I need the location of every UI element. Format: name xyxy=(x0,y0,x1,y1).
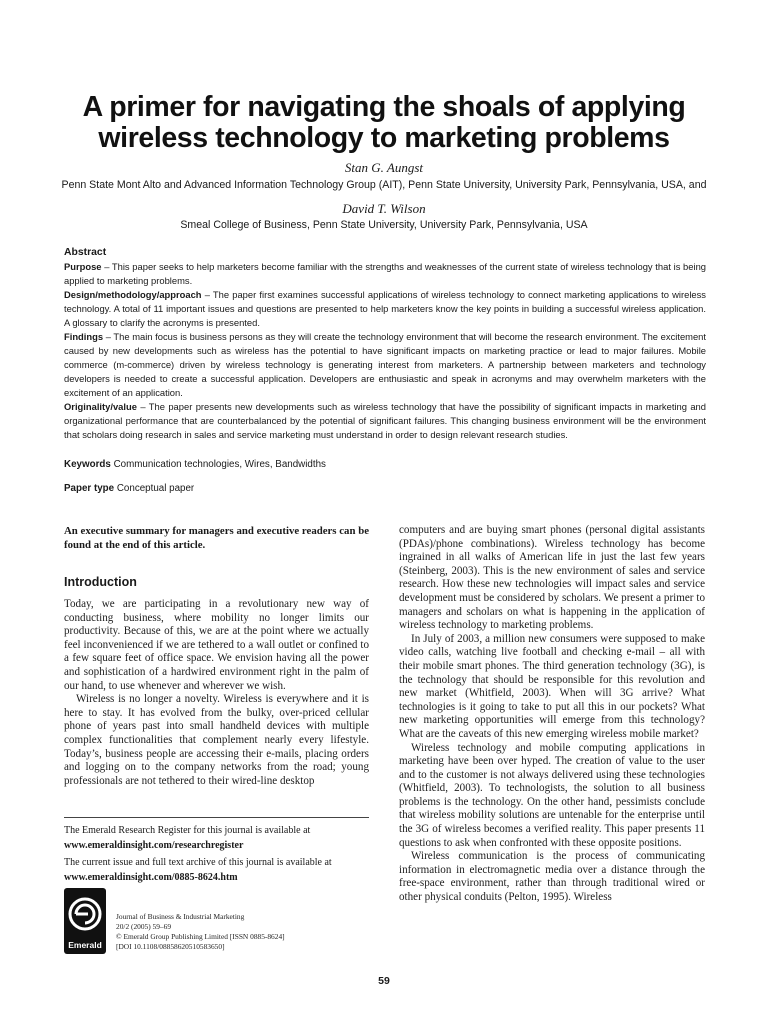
author-name-2: David T. Wilson xyxy=(342,201,426,216)
author-name-1: Stan G. Aungst xyxy=(344,160,424,175)
journal-copyright: © Emerald Group Publishing Limited [ISSN 0885-8624] xyxy=(116,932,285,941)
abstract-findings xyxy=(64,330,706,400)
register-line-2: The current issue and full text archive of this journal is available at xyxy=(64,857,332,868)
paragraph: In July of 2003, a million new consumers were supposed to make video calls, watching live football and checking e-mail – all with their mobile smart phones. The third generation technology (3G), is the technology that should be responsible for this revolution and new market (Whitfield, 2003). When will 3G arrive? What technologies is it going to take to put all this in our pockets? What new marketing opportunities will emerge from this technology? What are the caveats of this new emerging wireless mobile market? xyxy=(399,632,705,740)
research-register-note xyxy=(64,824,369,885)
journal-doi: [DOI 10.1108/08858620510583650] xyxy=(116,942,225,951)
purpose-text: – This paper seeks to help marketers become familiar with the strengths and weaknesses of the current state of wireless technology that is being applied to marketing problems. xyxy=(64,261,706,286)
findings-text: – The main focus is business persons as they will create the technology environment that will become the research environment. The excitement caused by new developments such as wireless has the potential to have significant impacts on marketing practice or lead to major failures. Mobile commerce (m-commerce) driven by wireless technology is generating interest from marketers. A partnership between marketers and technology developers is needed to create a successful application. Developers are enthusiastic and speak in acronyms and may overwhelm marketers with the excitement of an application. xyxy=(64,331,706,398)
paragraph: computers and are buying smart phones (personal digital assistants (PDAs)/phone combinations). Wireless technology has become ingrained in all walks of American life in just the last few years (Steinberg, 2003). This is the new environment of sales and service research. How these new technologies will impact sales and service development must be considered by scholars. We present a primer to managers and scholars on what is happening in the application of wireless technology to marketing problems. xyxy=(399,524,705,632)
introduction-heading: Introduction xyxy=(64,575,137,589)
findings-label: Findings xyxy=(64,331,104,342)
author-affiliation-1: Penn State Mont Alto and Advanced Information Technology Group (AIT), Penn State University, University Park, Pennsylvania, USA, and xyxy=(61,179,707,191)
originality-text: – The paper presents new developments such as wireless technology that have the possibility of significant impacts in marketing and organizational performance that are counterbalanced by the potential of significant failures. This changing business environment will be the environment that scholars doing research in sales and service marketing must understand in order to design relevant research studies. xyxy=(64,401,706,440)
paragraph: Today, we are participating in a revolutionary new way of conducting business, where mobility no longer limits our productivity. Because of this, we are at the point where we actually feel inconvenienced if we are tethered to a wall outlet or confined to a few square feet of office space. We envision having all the power and sophistication of a hardwired environment right in the palm of our hand, to use whenever and wherever we wish. xyxy=(64,598,369,692)
abstract-heading: Abstract xyxy=(64,247,107,258)
keywords-label: Keywords xyxy=(64,459,111,470)
author-affiliation-2: Smeal College of Business, Penn State University, University Park, Pennsylvania, USA xyxy=(180,219,588,231)
paper-type-value: Conceptual paper xyxy=(116,483,195,494)
journal-info xyxy=(116,912,285,952)
page-number: 59 xyxy=(378,975,390,987)
keywords xyxy=(64,459,706,470)
paper-title: A primer for navigating the shoals of applying wireless technology to marketing problems xyxy=(82,91,686,154)
paragraph: Wireless is no longer a novelty. Wireless is everywhere and it is here to stay. It has evolved from the bulky, over-priced cellular phone of years past into small handheld devices with multiple complex functionalities that complement nearly every lifestyle. Today’s, business people are accessing their e-mails, placing orders and logging on to the company networks from the road; young professionals are not tethered to their wired-line desktop xyxy=(64,693,369,787)
paragraph: Wireless communication is the process of communicating information in electromagnetic media over a distance through the free-space environment, rather than through traditional wired or other physical conduits (Pelton, 1995). Wireless xyxy=(399,850,705,904)
divider xyxy=(64,817,369,818)
right-column-body xyxy=(399,524,705,905)
abstract xyxy=(64,246,706,442)
register-line-1: The Emerald Research Register for this journal is available at xyxy=(64,825,311,836)
emerald-logo-icon xyxy=(64,890,106,940)
paragraph: Wireless technology and mobile computing applications in marketing have been over hyped. The creation of value to the user and to the customer is not always delivered using these technologies (Whitfield, 2003). To technologists, the solution to all business problems is the technology. On the other hand, pessimists conclude that wireless mobility solutions are untenable for the enterprise until the 3G of wireless becomes a verified reality. This paper presents 11 questions to ask when confronted with these opposite positions. xyxy=(399,741,705,849)
design-text: – The paper first examines successful applications of wireless technology to connect marketing applications to wireless technology. A total of 11 important issues and questions are presented to help marketers know the key points in building a successful wireless application. A glossary to clarify the acronyms is presented. xyxy=(64,289,706,328)
emerald-logo xyxy=(64,888,106,954)
journal-name: Journal of Business & Industrial Marketing xyxy=(116,912,245,921)
abstract-design xyxy=(64,288,706,330)
register-url-2[interactable]: www.emeraldinsight.com/0885-8624.htm xyxy=(64,871,238,883)
originality-label: Originality/value xyxy=(64,401,137,412)
abstract-purpose xyxy=(64,260,706,288)
introduction-body xyxy=(64,598,369,788)
design-label: Design/methodology/approach xyxy=(64,289,202,300)
keywords-value: Communication technologies, Wires, Bandwidths xyxy=(113,459,326,470)
register-url-1[interactable]: www.emeraldinsight.com/researchregister xyxy=(64,839,244,851)
executive-summary-note: An executive summary for managers and executive readers can be found at the end of this article. xyxy=(64,525,369,551)
purpose-label: Purpose xyxy=(64,261,102,272)
paper-type xyxy=(64,483,706,494)
journal-volume: 20/2 (2005) 59–69 xyxy=(116,922,172,931)
logo-label: Emerald xyxy=(68,940,102,950)
abstract-originality xyxy=(64,400,706,442)
paper-type-label: Paper type xyxy=(64,483,115,494)
